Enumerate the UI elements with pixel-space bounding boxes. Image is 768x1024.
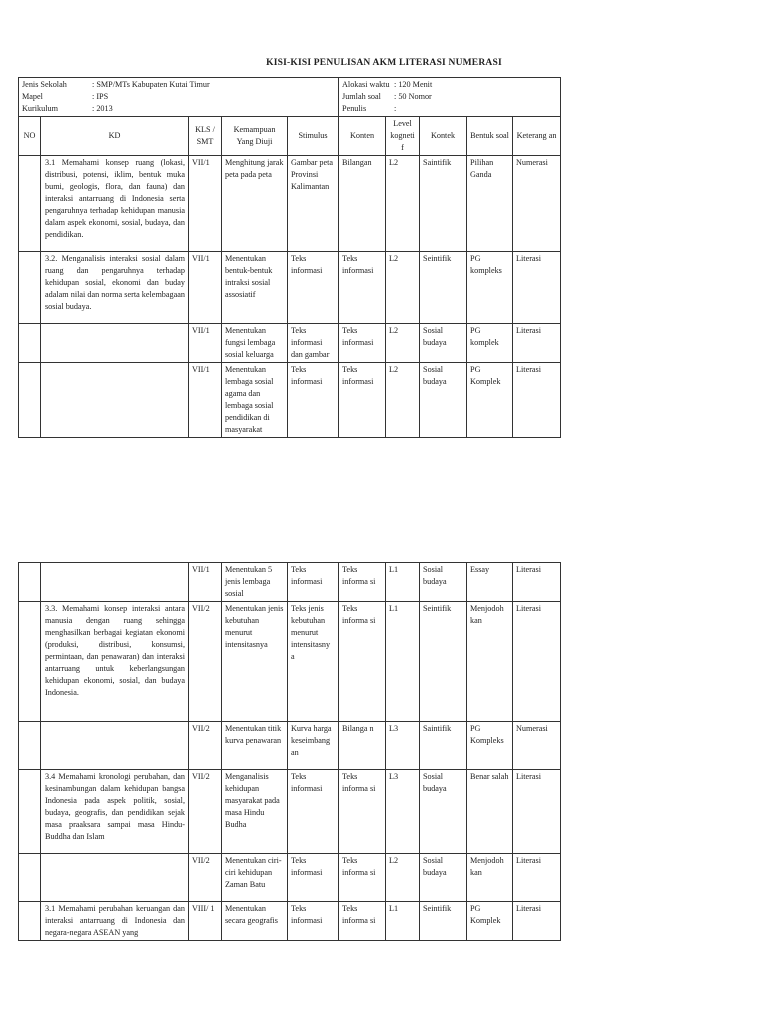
bentuk-cell: Menjodoh kan xyxy=(467,602,513,722)
stimulus-cell: Teks informasi xyxy=(288,563,339,602)
header-bentuk: Bentuk soal xyxy=(467,117,513,156)
level-cell: L2 xyxy=(386,854,420,902)
keterangan-cell: Numerasi xyxy=(513,156,561,252)
kisi-kisi-table-page-2 xyxy=(18,562,561,941)
level-cell: L2 xyxy=(386,156,420,252)
kemampuan-cell: Menentukan bentuk-bentuk intraksi sosial assosiatif xyxy=(222,252,288,324)
bentuk-cell: PG kompleks xyxy=(467,252,513,324)
stimulus-cell: Teks informasi xyxy=(288,252,339,324)
bentuk-cell: PG komplek xyxy=(467,324,513,363)
konten-cell: Teks informa si xyxy=(339,602,386,722)
level-cell: L3 xyxy=(386,722,420,770)
kisi-kisi-table-page-1 xyxy=(18,77,561,438)
stimulus-cell: Teks informasi xyxy=(288,770,339,854)
kd-cell xyxy=(41,324,189,363)
kemampuan-cell: Menentukan lembaga sosial agama dan lembaga sosial pendidikan di masyarakat xyxy=(222,363,288,438)
table-row xyxy=(19,902,561,941)
kemampuan-cell: Menentukan titik kurva penawaran xyxy=(222,722,288,770)
stimulus-cell: Gambar peta Provinsi Kalimantan xyxy=(288,156,339,252)
bentuk-cell: Menjodoh kan xyxy=(467,854,513,902)
bentuk-cell: Benar salah xyxy=(467,770,513,854)
kd-cell xyxy=(41,722,189,770)
kemampuan-cell: Menganalisis kehidupan masyarakat pada masa Hindu Budha xyxy=(222,770,288,854)
keterangan-cell: Literasi xyxy=(513,770,561,854)
table-row xyxy=(19,854,561,902)
level-cell: L1 xyxy=(386,602,420,722)
konten-cell: Teks informasi xyxy=(339,363,386,438)
level-cell: L2 xyxy=(386,324,420,363)
konten-cell: Teks informa si xyxy=(339,770,386,854)
kemampuan-cell: Menentukan secara geografis xyxy=(222,902,288,941)
kls-cell: VII/2 xyxy=(189,722,222,770)
kls-cell: VII/2 xyxy=(189,854,222,902)
konten-cell: Teks informasi xyxy=(339,252,386,324)
info-row xyxy=(19,78,561,117)
kls-cell: VII/1 xyxy=(189,563,222,602)
header-kls: KLS / SMT xyxy=(189,117,222,156)
level-cell: L2 xyxy=(386,363,420,438)
stimulus-cell: Teks informasi xyxy=(288,902,339,941)
kd-cell: 3.1 Memahami perubahan keruangan dan interaksi antarruang di Indonesia dan negara-negara ASEAN yang xyxy=(41,902,189,941)
level-cell: L2 xyxy=(386,252,420,324)
konteks-cell: Sosial budaya xyxy=(420,324,467,363)
kd-cell: 3.4 Memahami kronologi perubahan, dan kesinambungan dalam kehidupan bangsa Indonesia pada aspek politik, sosial, budaya, geografis, dan pendidikan sejak masa praaksara sampai masa Hindu-Buddha dan Islam xyxy=(41,770,189,854)
konten-cell: Bilangan xyxy=(339,156,386,252)
header-kemampuan: Kemampuan Yang Diuji xyxy=(222,117,288,156)
kls-cell: VII/1 xyxy=(189,324,222,363)
table-row xyxy=(19,252,561,324)
konten-cell: Bilanga n xyxy=(339,722,386,770)
table-row xyxy=(19,563,561,602)
kd-cell xyxy=(41,563,189,602)
header-konteks: Kontek xyxy=(420,117,467,156)
page-title: KISI-KISI PENULISAN AKM LITERASI NUMERASI xyxy=(266,58,502,68)
bentuk-cell: Essay xyxy=(467,563,513,602)
header-level: Level kogneti f xyxy=(386,117,420,156)
bentuk-cell: PG Komplek xyxy=(467,902,513,941)
table-row xyxy=(19,602,561,722)
keterangan-cell: Literasi xyxy=(513,902,561,941)
stimulus-cell: Kurva harga keseimbang an xyxy=(288,722,339,770)
kemampuan-cell: Menentukan ciri-ciri kehidupan Zaman Batu xyxy=(222,854,288,902)
konten-cell: Teks informa si xyxy=(339,563,386,602)
kd-cell: 3.2. Menganalisis interaksi sosial dalam ruang dan pengaruhnya terhadap kehidupan sosial, ekonomi dan buday adalam nilai dan norma serta kelembagaan sosial budaya. xyxy=(41,252,189,324)
table-row xyxy=(19,156,561,252)
school-info: Jenis Sekolah : SMP/MTs Kabupaten Kutai Timur Mapel : IPS Kurikulum : 2013 xyxy=(19,78,339,117)
bentuk-cell: PG Komplek xyxy=(467,363,513,438)
stimulus-cell: Teks informasi dan gambar xyxy=(288,324,339,363)
bentuk-cell: Pilihan Ganda xyxy=(467,156,513,252)
level-cell: L3 xyxy=(386,770,420,854)
konteks-cell: Sosial budaya xyxy=(420,854,467,902)
stimulus-cell: Teks informasi xyxy=(288,854,339,902)
kls-cell: VII/2 xyxy=(189,770,222,854)
keterangan-cell: Numerasi xyxy=(513,722,561,770)
kd-cell xyxy=(41,363,189,438)
kd-cell xyxy=(41,854,189,902)
header-kd: KD xyxy=(41,117,189,156)
keterangan-cell: Literasi xyxy=(513,252,561,324)
level-cell: L1 xyxy=(386,563,420,602)
konteks-cell: Seintifik xyxy=(420,902,467,941)
kls-cell: VII/1 xyxy=(189,363,222,438)
kd-cell: 3.1 Memahami konsep ruang (lokasi, distribusi, potensi, iklim, bentuk muka bumi, geologis, flora, dan fauna) dan interaksi antarruang di Indonesia serta pengaruhnya terhadap kehidupan manusia dalam aspek ekonomi, sosial, budaya, dan pendidikan. xyxy=(41,156,189,252)
table-row xyxy=(19,722,561,770)
konteks-cell: Sosial budaya xyxy=(420,770,467,854)
kls-cell: VII/1 xyxy=(189,156,222,252)
kls-cell: VII/1 xyxy=(189,252,222,324)
kemampuan-cell: Menentukan 5 jenis lembaga sosial xyxy=(222,563,288,602)
konten-cell: Teks informa si xyxy=(339,902,386,941)
header-no: NO xyxy=(19,117,41,156)
kd-cell: 3.3. Memahami konsep interaksi antara manusia dengan ruang sehingga menghasilkan berbagai kegiatan ekonomi (produksi, distribusi, konsumsi, permintaan, dan penawaran) dan interaksi antarruang untuk keberlangsungan kehidupan ekonomi, sosial, dan budaya Indonesia. xyxy=(41,602,189,722)
konten-cell: Teks informasi xyxy=(339,324,386,363)
konten-cell: Teks informa si xyxy=(339,854,386,902)
keterangan-cell: Literasi xyxy=(513,363,561,438)
table-row xyxy=(19,363,561,438)
kemampuan-cell: Menghitung jarak peta pada peta xyxy=(222,156,288,252)
stimulus-cell: Teks jenis kebutuhan menurut intensitasny a xyxy=(288,602,339,722)
keterangan-cell: Literasi xyxy=(513,854,561,902)
table-header xyxy=(19,117,561,156)
konteks-cell: Seintifik xyxy=(420,602,467,722)
header-stimulus: Stimulus xyxy=(288,117,339,156)
kemampuan-cell: Menentukan fungsi lembaga sosial keluarga xyxy=(222,324,288,363)
bentuk-cell: PG Kompleks xyxy=(467,722,513,770)
konteks-cell: Sosial budaya xyxy=(420,563,467,602)
kls-cell: VIII/ 1 xyxy=(189,902,222,941)
konteks-cell: Seintifik xyxy=(420,252,467,324)
konteks-cell: Saintifik xyxy=(420,722,467,770)
level-cell: L1 xyxy=(386,902,420,941)
keterangan-cell: Literasi xyxy=(513,324,561,363)
exam-info: Alokasi waktu : 120 Menit Jumlah soal : 50 Nomor Penulis : xyxy=(339,78,561,117)
header-konten: Konten xyxy=(339,117,386,156)
kemampuan-cell: Menentukan jenis kebutuhan menurut intensitasnya xyxy=(222,602,288,722)
konteks-cell: Sosial budaya xyxy=(420,363,467,438)
konteks-cell: Saintifik xyxy=(420,156,467,252)
header-keterangan: Keterang an xyxy=(513,117,561,156)
table-row xyxy=(19,324,561,363)
kls-cell: VII/2 xyxy=(189,602,222,722)
keterangan-cell: Literasi xyxy=(513,602,561,722)
table-row xyxy=(19,770,561,854)
keterangan-cell: Literasi xyxy=(513,563,561,602)
stimulus-cell: Teks informasi xyxy=(288,363,339,438)
